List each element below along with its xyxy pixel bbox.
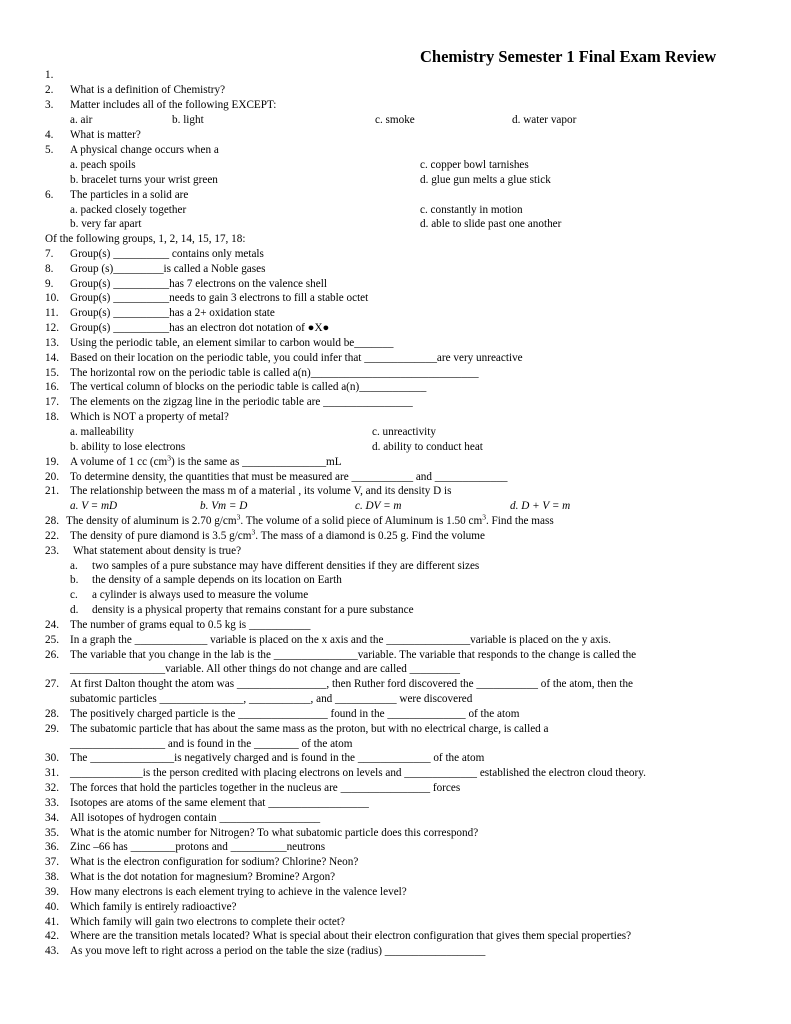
question-text: Where are the transition metals located? What is special about their electron configuration that gives them special properties?	[70, 930, 632, 942]
question-number: 4.	[45, 129, 54, 141]
question-number: 34.	[45, 812, 59, 824]
question-number: 3.	[45, 99, 54, 111]
question-text: The forces that hold the particles together in the nucleus are ________________ forces	[70, 782, 461, 794]
option-text: density is a physical property that remains constant for a pure substance	[92, 604, 414, 616]
question-number: 12.	[45, 322, 59, 334]
question-number: 9.	[45, 278, 54, 290]
question-text: Group(s) __________has 7 electrons on the valence shell	[70, 278, 327, 290]
question-text: What is the atomic number for Nitrogen? To what subatomic particle does this correspond?	[70, 827, 479, 839]
question-text: Group(s) __________ contains only metals	[70, 248, 264, 260]
option-b: b. Vm = D	[200, 500, 248, 512]
option-c: c. unreactivity	[372, 426, 436, 438]
question-text: subatomic particles _______________, ___________, and ___________ were discovered	[70, 693, 473, 705]
question-number: 21.	[45, 485, 59, 497]
question-text: Which family is entirely radioactive?	[70, 901, 237, 913]
question-number: 37.	[45, 856, 59, 868]
question-number: 36.	[45, 841, 59, 853]
question-text: Using the periodic table, an element similar to carbon would be_______	[70, 337, 394, 349]
question-number: 42.	[45, 930, 59, 942]
option-letter: a.	[70, 560, 78, 572]
question-number: 28.	[45, 708, 59, 720]
question-text: The particles in a solid are	[70, 189, 189, 201]
option-d: d. ability to conduct heat	[372, 441, 483, 453]
question-number: 8.	[45, 263, 54, 275]
groups-intro: Of the following groups, 1, 2, 14, 15, 17, 18:	[45, 233, 246, 245]
option-d: d. glue gun melts a glue stick	[420, 174, 551, 186]
question-number: 41.	[45, 916, 59, 928]
question-text: Which is NOT a property of metal?	[70, 411, 229, 423]
question-text: To determine density, the quantities that must be measured are ___________ and _____________	[70, 471, 508, 483]
question-text: Which family will gain two electrons to complete their octet?	[70, 916, 345, 928]
question-number: 38.	[45, 871, 59, 883]
question-text: A physical change occurs when a	[70, 144, 219, 156]
question-text: _________________ and is found in the ________ of the atom	[70, 738, 353, 750]
question-text: _________________variable. All other things do not change and are called _________	[70, 663, 460, 675]
question-text: What is a definition of Chemistry?	[70, 84, 226, 96]
question-number: 5.	[45, 144, 54, 156]
question-text: The positively charged particle is the ________________ found in the ______________ of the atom	[70, 708, 520, 720]
question-number: 39.	[45, 886, 59, 898]
question-text: Group (s)_________is called a Noble gases	[70, 263, 266, 275]
option-text: a cylinder is always used to measure the volume	[92, 589, 309, 601]
option-b: b. very far apart	[70, 218, 142, 230]
option-c: c. smoke	[375, 114, 415, 126]
question-text: _____________is the person credited with placing electrons on levels and _____________ established the electron cloud theory.	[70, 767, 646, 779]
question-text: What is the dot notation for magnesium? Bromine? Argon?	[70, 871, 336, 883]
question-number: 14.	[45, 352, 59, 364]
option-c: c. DV = m	[355, 500, 402, 512]
question-number: 1.	[45, 69, 54, 81]
question-number: 30.	[45, 752, 59, 764]
question-text: Group(s) __________has a 2+ oxidation state	[70, 307, 275, 319]
question-text: What statement about density is true?	[73, 545, 242, 557]
option-letter: b.	[70, 574, 79, 586]
option-d: d. water vapor	[512, 114, 577, 126]
question-number: 33.	[45, 797, 59, 809]
question-number: 19.	[45, 456, 59, 468]
question-number: 18.	[45, 411, 59, 423]
question-text: The _______________is negatively charged and is found in the _____________ of the atom	[70, 752, 485, 764]
option-a: a. air	[70, 114, 93, 126]
question-number: 6.	[45, 189, 54, 201]
question-number: 28.	[45, 515, 59, 527]
question-text: A volume of 1 cc $(cm^3)$ is the same as _______________mL	[70, 453, 342, 468]
question-text: The vertical column of blocks on the periodic table is called a(n)____________	[70, 381, 427, 393]
option-b: b. bracelet turns your wrist green	[70, 174, 218, 186]
option-text: the density of a sample depends on its location on Earth	[92, 574, 342, 586]
question-number: 31.	[45, 767, 59, 779]
option-b: b. ability to lose electrons	[70, 441, 186, 453]
question-number: 11.	[45, 307, 59, 319]
question-text: The number of grams equal to 0.5 kg is ___________	[70, 619, 311, 631]
question-text: What is matter?	[70, 129, 141, 141]
question-text: Matter includes all of the following EXCEPT:	[70, 99, 277, 111]
question-number: 20.	[45, 471, 59, 483]
option-letter: c.	[70, 589, 78, 601]
question-text: The horizontal row on the periodic table is called a(n)______________________________	[70, 367, 479, 379]
question-number: 17.	[45, 396, 59, 408]
question-number: 16.	[45, 381, 59, 393]
option-a: a. packed closely together	[70, 204, 187, 216]
question-number: 23.	[45, 545, 59, 557]
question-text: Group(s) __________needs to gain 3 electrons to fill a stable octet	[70, 292, 369, 304]
question-text: The elements on the zigzag line in the periodic table are ________________	[70, 396, 413, 408]
question-text: At first Dalton thought the atom was ________________, then Ruther ford discovered the ___________ of the atom, then the	[70, 678, 634, 690]
question-number: 26.	[45, 649, 59, 661]
option-text: two samples of a pure substance may have different densities if they are different sizes	[92, 560, 480, 572]
question-number: 2.	[45, 84, 54, 96]
option-c: c. constantly in motion	[420, 204, 523, 216]
question-text: In a graph the _____________ variable is placed on the x axis and the _______________variable is placed on the y axis.	[70, 634, 611, 646]
question-text: As you move left to right across a period on the table the size (radius) __________________	[70, 945, 486, 957]
option-letter: d.	[70, 604, 79, 616]
question-number: 29.	[45, 723, 59, 735]
question-text: The density of aluminum is 2.70 $g/cm^3$. The volume of a solid piece of Aluminum is 1.50 $cm^3$. Find the mass	[66, 512, 554, 527]
question-text: The relationship between the mass m of a material , its volume V, and its density D is	[70, 485, 452, 497]
page-title: Chemistry Semester 1 Final Exam Review	[420, 47, 717, 66]
question-text: Group(s) __________has an electron dot notation of ●X●	[70, 322, 330, 334]
question-text: Based on their location on the periodic table, you could infer that _____________are very unreactive	[70, 352, 523, 364]
question-number: 40.	[45, 901, 59, 913]
question-text: All isotopes of hydrogen contain __________________	[70, 812, 321, 824]
option-b: b. light	[172, 114, 204, 126]
option-a: a. V = mD	[70, 500, 118, 512]
option-a: a. peach spoils	[70, 159, 136, 171]
question-number: 22.	[45, 530, 59, 542]
question-text: The variable that you change in the lab is the _______________variable. The variable that responds to the change is called the	[70, 649, 637, 661]
question-number: 27.	[45, 678, 59, 690]
question-number: 25.	[45, 634, 59, 646]
option-c: c. copper bowl tarnishes	[420, 159, 529, 171]
option-d: d. D + V = m	[510, 500, 571, 512]
question-number: 13.	[45, 337, 59, 349]
question-number: 10.	[45, 292, 59, 304]
question-number: 7.	[45, 248, 54, 260]
question-number: 32.	[45, 782, 59, 794]
question-number: 35.	[45, 827, 59, 839]
question-number: 24.	[45, 619, 59, 631]
question-text: The subatomic particle that has about the same mass as the proton, but with no electrical charge, is called a	[70, 723, 549, 735]
question-text: Zinc –66 has ________protons and __________neutrons	[70, 841, 326, 853]
question-number: 43.	[45, 945, 59, 957]
question-text: The density of pure diamond is 3.5 $g/cm^3$. The mass of a diamond is 0.25 g. Find the volume	[70, 527, 485, 542]
question-text: What is the electron configuration for sodium? Chlorine? Neon?	[70, 856, 359, 868]
option-d: d. able to slide past one another	[420, 218, 562, 230]
question-number: 15.	[45, 367, 59, 379]
question-text: Isotopes are atoms of the same element that __________________	[70, 797, 369, 809]
question-text: How many electrons is each element trying to achieve in the valence level?	[70, 886, 407, 898]
option-a: a. malleability	[70, 426, 134, 438]
